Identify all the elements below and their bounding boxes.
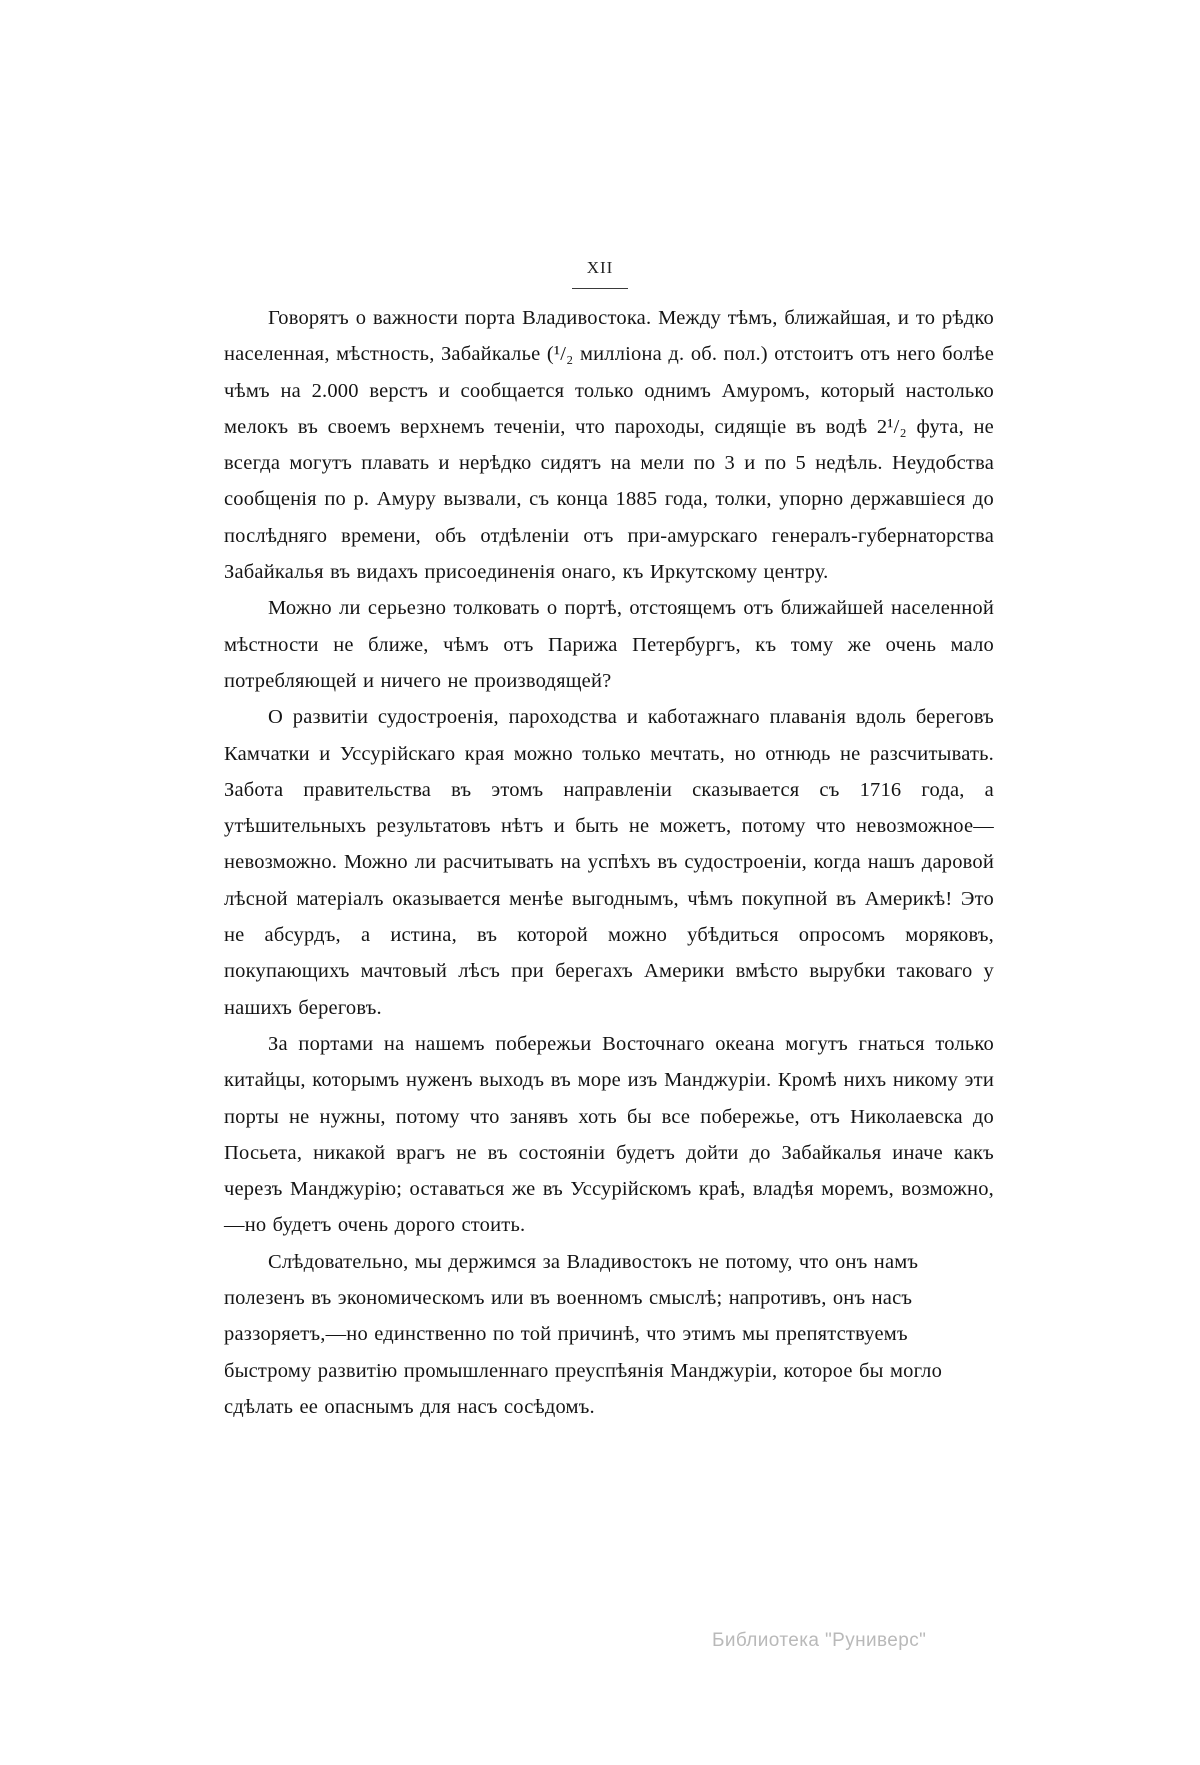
- header-divider: [572, 288, 628, 289]
- paragraph: Говорятъ о важности порта Владивостока. Между тѣмъ, ближайшая, и то рѣдко населенная, мѣстность, Забайкалье (¹/₂ милліона д. об. пол.) отстоитъ отъ него болѣе чѣмъ на 2.000 верстъ и сообщается только однимъ Амуромъ, который настолько мелокъ въ своемъ верхнемъ теченіи, что пароходы, сидящіе въ водѣ 2¹/₂ фута, не всегда могутъ плавать и нерѣдко сидятъ на мели по 3 и по 5 недѣль. Неудобства сообщенія по р. Амуру вызвали, съ конца 1885 года, толки, упорно державшіеся до послѣдняго времени, объ отдѣленіи отъ при-амурскаго генералъ-губернаторства Забайкалья въ видахъ присоединенія онаго, къ Иркутскому центру.: [224, 307, 994, 584]
- paragraph: Слѣдовательно, мы держимся за Владивостокъ не потому, что онъ намъ полезенъ въ экономическомъ или въ военномъ смыслѣ; напротивъ, онъ насъ раззоряетъ,—но единственно по той причинѣ, что этимъ мы препятствуемъ быстрому развитію промышленнаго преуспѣянія Манджуріи, которое бы могло сдѣлать ее опаснымъ для насъ сосѣдомъ.: [224, 1250, 943, 1418]
- body-text: [224, 300, 994, 1425]
- library-watermark: Библиотека "Руниверс": [712, 1630, 927, 1651]
- page-number: XII: [586, 258, 614, 277]
- paragraph: Можно ли серьезно толковать о портѣ, отстоящемъ отъ ближайшей населенной мѣстности не ближе, чѣмъ отъ Парижа Петербургъ, къ тому же очень мало потребляющей и ничего не производящей?: [224, 597, 994, 692]
- paragraph: О развитіи судостроенія, пароходства и каботажнаго плаванія вдоль береговъ Камчатки и Уссурійскаго края можно только мечтать, но отнюдь не разсчитывать. Забота правительства въ этомъ направленіи сказывается съ 1716 года, а утѣшительныхъ результатовъ нѣтъ и быть не можетъ, потому что невозможное—невозможно. Можно ли расчитывать на успѣхъ въ судостроеніи, когда нашъ даровой лѣсной матеріалъ оказывается менѣе выгоднымъ, чѣмъ покупной въ Америкѣ! Это не абсурдъ, а истина, въ которой можно убѣдиться опросомъ моряковъ, покупающихъ мачтовый лѣсъ при берегахъ Америки вмѣсто вырубки таковаго у нашихъ береговъ.: [224, 706, 994, 1019]
- page-header: [0, 258, 1200, 289]
- paragraph: За портами на нашемъ побережьи Восточнаго океана могутъ гнаться только китайцы, которымъ нуженъ выходъ въ море изъ Манджуріи. Кромѣ нихъ никому эти порты не нужны, потому что занявъ хоть бы все побережье, отъ Николаевска до Посьета, никакой врагъ не въ состояніи будетъ дойти до Забайкалья иначе какъ черезъ Манджурію; оставаться же въ Уссурійскомъ краѣ, владѣя моремъ, возможно,—но будетъ очень дорого стоить.: [224, 1032, 994, 1237]
